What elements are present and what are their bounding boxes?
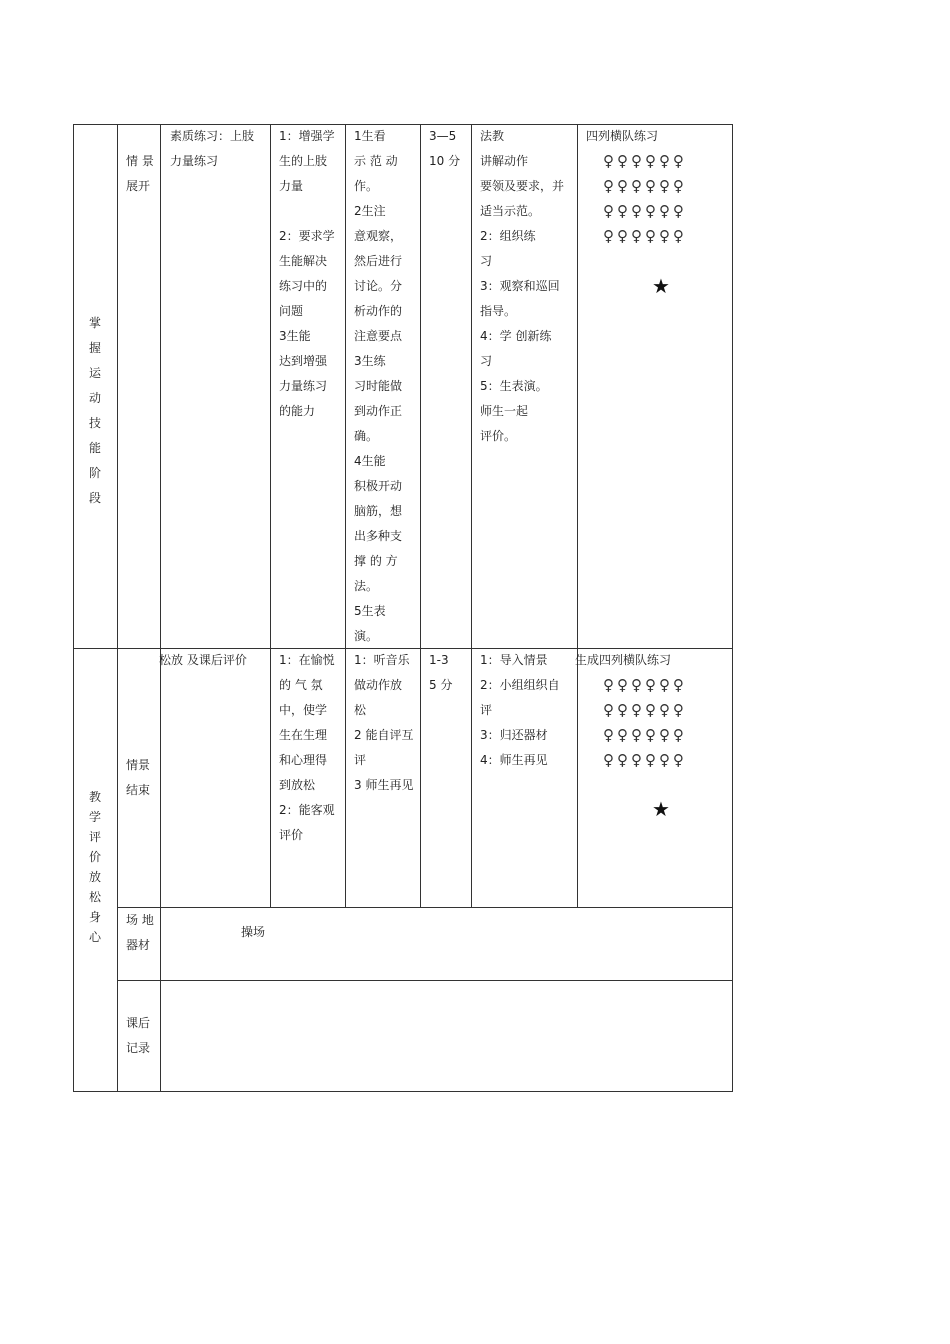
- student-activity-line: 到动作正: [354, 404, 403, 418]
- table-divider: [117, 124, 118, 1092]
- lesson-plan-table: [73, 124, 733, 1092]
- venue-label-text: 器材: [126, 938, 151, 952]
- goal-line: 的 气 氛: [279, 678, 323, 692]
- table-divider: [577, 124, 578, 908]
- table-divider: [117, 980, 733, 981]
- content-upper: [170, 124, 254, 174]
- organization-title-lower: 生成四列横队练习: [575, 653, 672, 667]
- notes-label-text: 课后: [126, 1016, 151, 1030]
- student-activity-line: 演。: [354, 629, 379, 643]
- goal-line: 生在生理: [279, 728, 328, 742]
- table-border-bottom: [73, 1091, 733, 1092]
- venue-label: [126, 908, 154, 958]
- goal-line: 评价: [279, 828, 304, 842]
- formation-figures-upper: [603, 149, 687, 249]
- student-activity-line: 1生看: [354, 129, 386, 143]
- teacher-activity-line: 4：师生再见: [480, 753, 548, 767]
- teacher-activity-upper: [480, 124, 575, 449]
- teacher-activity-line: 2：组织练: [480, 229, 536, 243]
- student-figure-row: ♀♀♀♀♀♀: [603, 152, 687, 170]
- table-border-right: [732, 124, 733, 1092]
- student-activity-line: 4生能: [354, 454, 386, 468]
- goals-lower: [279, 648, 343, 848]
- teacher-activity-lower: [480, 648, 575, 773]
- time-text: 5 分: [429, 678, 453, 692]
- student-activity-line: 意观察，: [354, 229, 403, 243]
- teacher-star-icon: ★: [652, 797, 670, 821]
- teacher-activity-line: 习: [480, 354, 493, 368]
- stage-char: 评: [88, 830, 101, 844]
- table-divider: [345, 124, 346, 908]
- goal-line: 的能力: [279, 404, 316, 418]
- student-activity-line: 评: [354, 753, 367, 767]
- content-lower: 松放 及课后评价: [159, 653, 247, 667]
- table-border-left: [73, 124, 74, 1092]
- teacher-activity-line: 法教: [480, 129, 505, 143]
- scene-text: 展开: [126, 179, 151, 193]
- goal-line: 2：能客观: [279, 803, 335, 817]
- stage-char: 段: [88, 491, 101, 505]
- student-activity-line: 2生注: [354, 204, 386, 218]
- goal-line: 生的上肢: [279, 154, 328, 168]
- goal-line: [279, 199, 343, 224]
- teacher-activity-line: 适当示范。: [480, 204, 541, 218]
- teacher-activity-line: 评: [480, 703, 493, 717]
- table-divider: [471, 124, 472, 908]
- student-activity-line: 5生表: [354, 604, 386, 618]
- teacher-activity-line: 评价。: [480, 429, 517, 443]
- stage-char: 掌: [88, 316, 101, 330]
- stage-char: 松: [88, 890, 101, 904]
- student-activity-line: 松: [354, 703, 367, 717]
- stage-char: 身: [88, 910, 101, 924]
- time-lower: [429, 648, 452, 698]
- table-divider: [117, 907, 733, 908]
- scene-label-upper: [126, 149, 154, 199]
- scene-text: 情景: [126, 758, 151, 772]
- goal-line: 问题: [279, 304, 304, 318]
- student-activity-line: 撑 的 方: [354, 554, 398, 568]
- table-divider: [420, 124, 421, 908]
- student-activity-line: 3生练: [354, 354, 386, 368]
- stage-char: 动: [88, 391, 101, 405]
- teacher-activity-line: 1：导入情景: [480, 653, 548, 667]
- student-figure-row: ♀♀♀♀♀♀: [603, 676, 687, 694]
- student-activity-line: 习时能做: [354, 379, 403, 393]
- goal-line: 中，使学: [279, 703, 328, 717]
- stage-char: 放: [88, 870, 101, 884]
- student-activity-lower: [354, 648, 418, 798]
- student-activity-line: 法。: [354, 579, 379, 593]
- stage-char: 握: [88, 341, 101, 355]
- venue-label-text: 场 地: [126, 913, 154, 927]
- student-activity-line: 析动作的: [354, 304, 403, 318]
- goal-line: 和心理得: [279, 753, 328, 767]
- student-activity-upper: [354, 124, 418, 649]
- stage-char: 学: [88, 810, 101, 824]
- venue-value: 操场: [241, 925, 266, 939]
- teacher-activity-line: 习: [480, 254, 493, 268]
- stage-char: 能: [88, 441, 101, 455]
- goal-line: 到放松: [279, 778, 316, 792]
- goal-line: 力量: [279, 179, 304, 193]
- student-activity-line: 示 范 动: [354, 154, 398, 168]
- content-text: 力量练习: [170, 154, 219, 168]
- stage-label-lower: [85, 787, 105, 947]
- student-activity-line: 1：听音乐: [354, 653, 410, 667]
- student-figure-row: ♀♀♀♀♀♀: [603, 726, 687, 744]
- notes-label: [126, 1011, 150, 1061]
- notes-label-text: 记录: [126, 1041, 151, 1055]
- teacher-activity-line: 3：归还器材: [480, 728, 548, 742]
- teacher-star-icon: ★: [652, 274, 670, 298]
- teacher-activity-line: 师生一起: [480, 404, 529, 418]
- teacher-activity-line: 指导。: [480, 304, 517, 318]
- teacher-activity-line: 2：小组组织自: [480, 678, 560, 692]
- teacher-activity-line: 5：生表演。: [480, 379, 548, 393]
- teacher-activity-line: 4：学 创新练: [480, 329, 552, 343]
- organization-title-upper: 四列横队练习: [586, 129, 659, 143]
- content-text: 素质练习：上肢: [170, 129, 255, 143]
- scene-label-lower: [126, 753, 150, 803]
- goal-line: 达到增强: [279, 354, 328, 368]
- goal-line: 练习中的: [279, 279, 328, 293]
- student-activity-line: 然后进行: [354, 254, 403, 268]
- stage-char: 心: [88, 930, 101, 944]
- table-divider: [270, 124, 271, 908]
- student-figure-row: ♀♀♀♀♀♀: [603, 701, 687, 719]
- stage-char: 运: [88, 366, 101, 380]
- student-figure-row: ♀♀♀♀♀♀: [603, 202, 687, 220]
- formation-figures-lower: [603, 673, 687, 773]
- scene-text: 情 景: [126, 154, 154, 168]
- time-upper: [429, 124, 460, 174]
- student-activity-line: 脑筋，想: [354, 504, 403, 518]
- stage-char: 阶: [88, 466, 101, 480]
- student-activity-line: 注意要点: [354, 329, 403, 343]
- goals-upper: [279, 124, 343, 424]
- teacher-activity-line: 讲解动作: [480, 154, 529, 168]
- teacher-activity-line: 3：观察和巡回: [480, 279, 560, 293]
- stage-char: 技: [88, 416, 101, 430]
- time-text: 1-3: [429, 653, 449, 667]
- goal-line: 生能解决: [279, 254, 328, 268]
- stage-char: 教: [88, 790, 101, 804]
- time-text: 3—5: [429, 129, 457, 143]
- student-figure-row: ♀♀♀♀♀♀: [603, 751, 687, 769]
- student-figure-row: ♀♀♀♀♀♀: [603, 227, 687, 245]
- stage-label-upper: [85, 311, 105, 511]
- table-divider: [160, 124, 161, 1092]
- teacher-activity-line: 要领及要求，并: [480, 179, 565, 193]
- student-activity-line: 确。: [354, 429, 379, 443]
- student-activity-line: 积极开动: [354, 479, 403, 493]
- stage-char: 价: [88, 850, 101, 864]
- student-activity-line: 做动作放: [354, 678, 403, 692]
- student-figure-row: ♀♀♀♀♀♀: [603, 177, 687, 195]
- student-activity-line: 作。: [354, 179, 379, 193]
- time-text: 10 分: [429, 154, 461, 168]
- goal-line: 2：要求学: [279, 229, 335, 243]
- goal-line: 1：增强学: [279, 129, 335, 143]
- goal-line: 3生能: [279, 329, 311, 343]
- student-activity-line: 2 能自评互: [354, 728, 414, 742]
- scene-text: 结束: [126, 783, 151, 797]
- student-activity-line: 出多种支: [354, 529, 403, 543]
- student-activity-line: 讨论。分: [354, 279, 403, 293]
- goal-line: 1：在愉悦: [279, 653, 335, 667]
- goal-line: 力量练习: [279, 379, 328, 393]
- student-activity-line: 3 师生再见: [354, 778, 414, 792]
